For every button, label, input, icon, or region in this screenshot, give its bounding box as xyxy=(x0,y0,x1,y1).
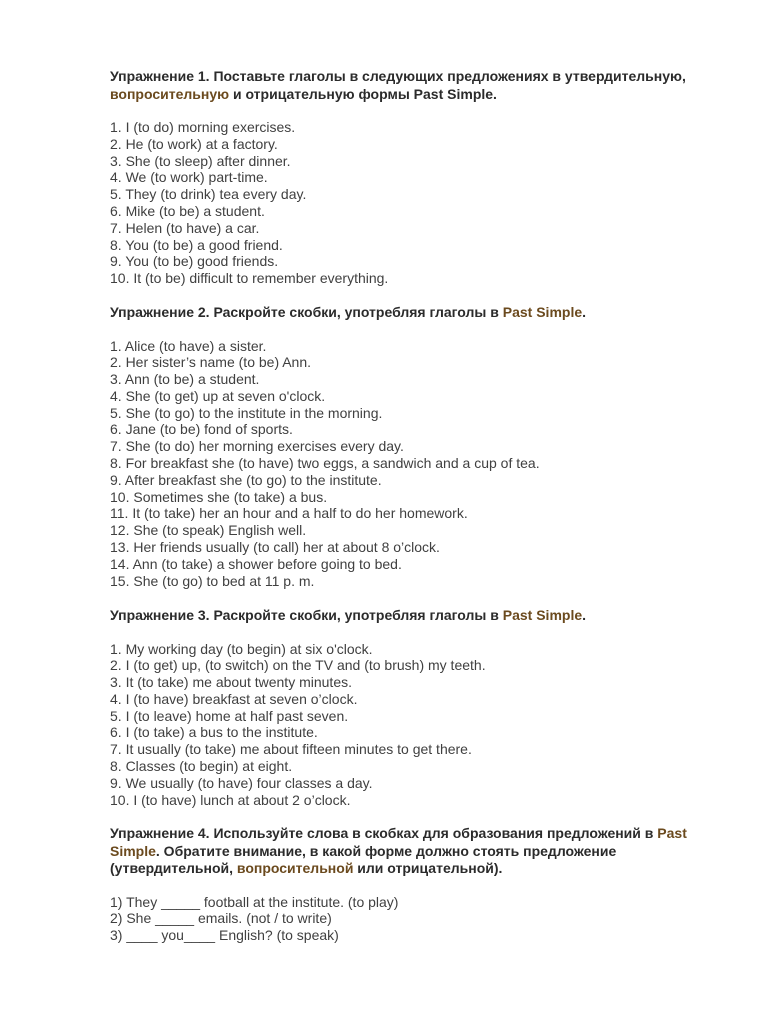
list-item: 15. She (to go) to bed at 11 p. m. xyxy=(110,572,315,589)
list-item: 3. It (to take) me about twenty minutes. xyxy=(110,674,352,691)
exercise-3 xyxy=(110,607,720,808)
exercise-1-heading xyxy=(110,68,720,103)
exercise-2-list xyxy=(110,338,720,590)
exercise-1-list xyxy=(110,119,720,287)
list-item: 6. Jane (to be) fond of sports. xyxy=(110,421,293,438)
list-item: 13. Her friends usually (to call) her at about 8 o’clock. xyxy=(110,539,440,556)
heading-text: и отрицательную формы Past Simple. xyxy=(229,85,497,102)
exercise-3-list xyxy=(110,641,720,809)
list-item: 7. She (to do) her morning exercises every day. xyxy=(110,438,404,455)
list-item: 8. For breakfast she (to have) two eggs, a sandwich and a cup of tea. xyxy=(110,455,540,472)
list-item: 9. You (to be) good friends. xyxy=(110,253,279,270)
exercise-4 xyxy=(110,825,720,944)
heading-highlight: Past Simple xyxy=(110,825,687,859)
heading-text: Упражнение 4. Используйте слова в скобках для образования предложений в xyxy=(110,825,658,841)
list-item: 5. They (to drink) tea every day. xyxy=(110,186,307,203)
exercise-4-heading xyxy=(110,825,720,878)
list-item: 10. Sometimes she (to take) a bus. xyxy=(110,488,328,505)
list-item: 1. I (to do) morning exercises. xyxy=(110,119,296,135)
list-item: 3. She (to sleep) after dinner. xyxy=(110,152,291,169)
list-item: 5. I (to leave) home at half past seven. xyxy=(110,707,349,724)
exercise-1 xyxy=(110,68,720,287)
list-item: 7. Helen (to have) a car. xyxy=(110,219,260,236)
list-item: 2. He (to work) at a factory. xyxy=(110,135,278,152)
exercise-4-list xyxy=(110,894,720,944)
list-item: 9. After breakfast she (to go) to the institute. xyxy=(110,471,382,488)
list-item: 1) They _____ football at the institute. (to play) xyxy=(110,893,399,910)
list-item: 10. It (to be) difficult to remember everything. xyxy=(110,270,389,287)
list-item: 5. She (to go) to the institute in the morning. xyxy=(110,404,383,421)
list-item: 1. Alice (to have) a sister. xyxy=(110,337,267,354)
list-item: 4. She (to get) up at seven o'clock. xyxy=(110,387,326,404)
list-item: 8. Classes (to begin) at eight. xyxy=(110,758,293,775)
list-item: 12. She (to speak) English well. xyxy=(110,522,307,539)
list-item: 3) ____ you____ English? (to speak) xyxy=(110,927,339,944)
list-item: 7. It usually (to take) me about fifteen minutes to get there. xyxy=(110,741,472,758)
list-item: 6. Mike (to be) a student. xyxy=(110,202,265,219)
list-item: 2. I (to get) up, (to switch) on the TV and (to brush) my teeth. xyxy=(110,657,486,674)
heading-text: Упражнение 2. Раскройте скобки, употребляя глаголы в xyxy=(110,304,503,320)
list-item: 2. Her sister’s name (to be) Ann. xyxy=(110,354,312,371)
heading-text: или отрицательной). xyxy=(353,860,503,876)
exercise-2 xyxy=(110,304,720,589)
list-item: 1. My working day (to begin) at six o'clock. xyxy=(110,640,373,657)
list-item: 9. We usually (to have) four classes a day. xyxy=(110,774,373,791)
list-item: 6. I (to take) a bus to the institute. xyxy=(110,724,318,741)
heading-text: . Обратите внимание, в какой форме должно стоять предложение (утвердительной, xyxy=(110,842,617,876)
heading-text: Упражнение 3. Раскройте скобки, употребляя глаголы в xyxy=(110,607,503,623)
list-item: 8. You (to be) a good friend. xyxy=(110,236,283,253)
list-item: 11. It (to take) her an hour and a half to do her homework. xyxy=(110,505,468,522)
heading-highlight: вопросительную xyxy=(110,85,230,102)
list-item: 4. I (to have) breakfast at seven o’clock. xyxy=(110,690,358,707)
heading-text: . xyxy=(582,607,587,623)
list-item: 3. Ann (to be) a student. xyxy=(110,371,260,388)
heading-highlight: вопросительной xyxy=(236,860,354,876)
list-item: 4. We (to work) part-time. xyxy=(110,169,268,186)
list-item: 14. Ann (to take) a shower before going to bed. xyxy=(110,555,402,572)
list-item: 2) She _____ emails. (not / to write) xyxy=(110,910,332,927)
exercise-3-heading xyxy=(110,607,720,625)
list-item: 10. I (to have) lunch at about 2 o’clock. xyxy=(110,791,351,808)
heading-highlight: Past Simple xyxy=(502,607,583,623)
heading-highlight: Past Simple xyxy=(502,304,583,320)
heading-text: . xyxy=(582,304,587,320)
exercise-2-heading xyxy=(110,304,720,322)
heading-text: Упражнение 1. Поставьте глаголы в следующих предложениях в утвердительную, xyxy=(110,68,686,84)
